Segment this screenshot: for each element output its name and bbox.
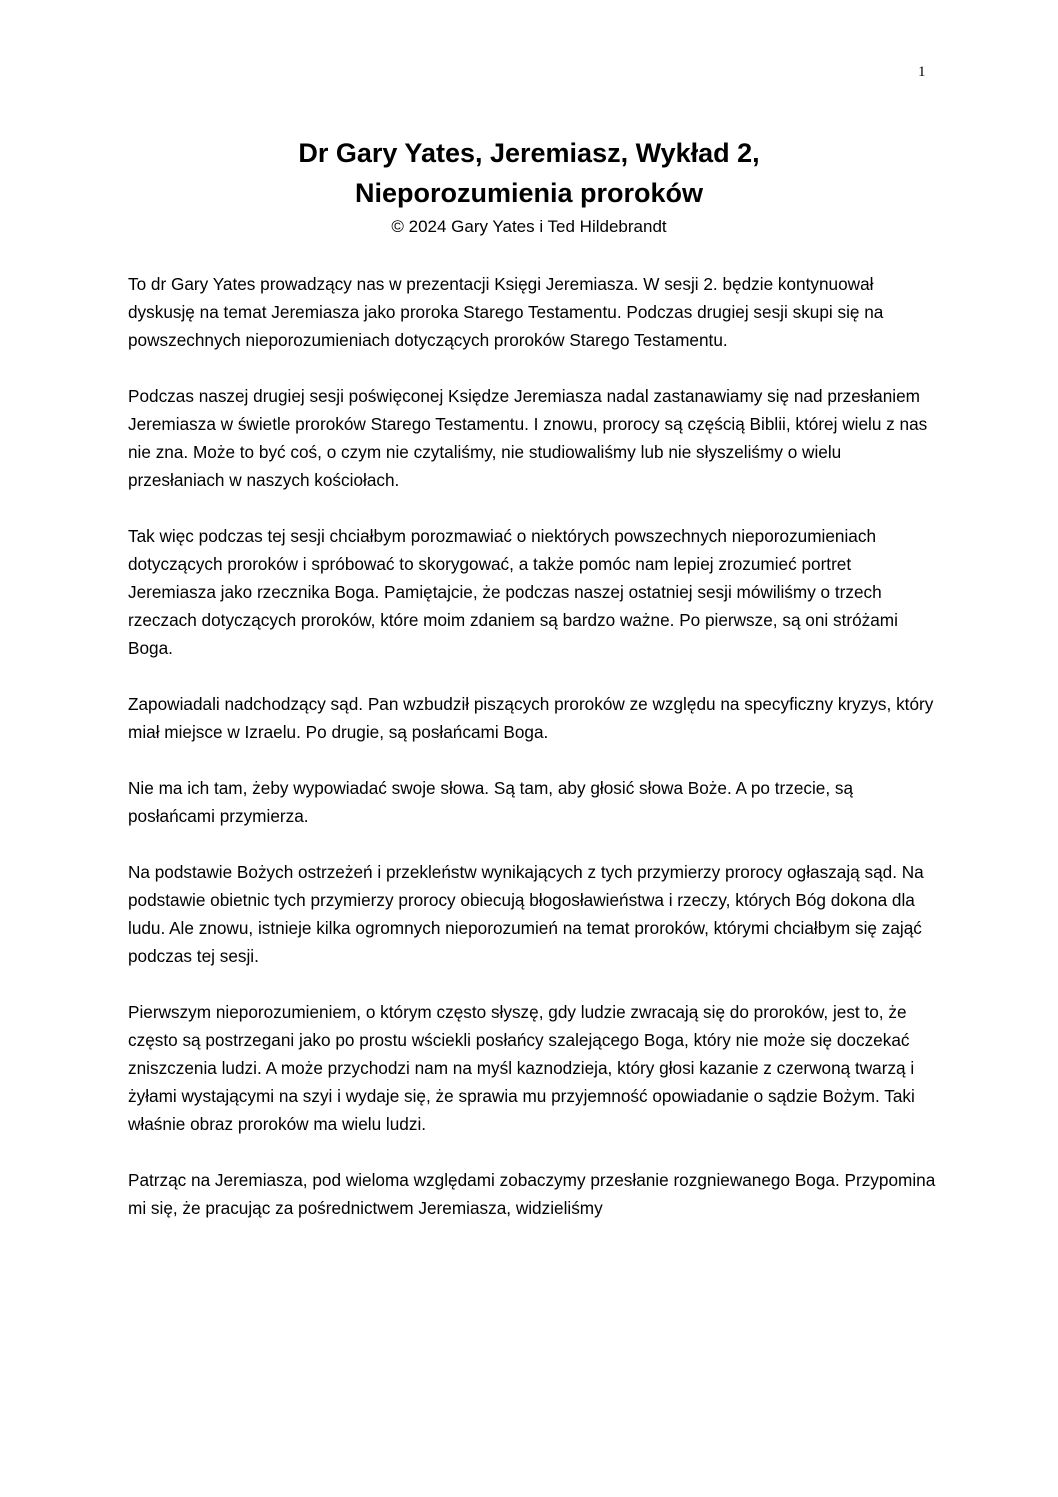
paragraph: To dr Gary Yates prowadzący nas w prezentacji Księgi Jeremiasza. W sesji 2. będzie kontynuował dyskusję na temat Jeremiasza jako proroka Starego Testamentu. Podczas drugiej sesji skupi się na powszechnych nieporozumieniach dotyczących proroków Starego Testamentu. [128,274,884,350]
document-title-line-2: Nieporozumienia proroków [354,178,704,208]
paragraph: Patrząc na Jeremiasza, pod wieloma względami zobaczymy przesłanie rozgniewanego Boga. Przypomina mi się, że pracując za pośrednictwem Jeremiasza, widzieliśmy [128,1170,936,1218]
page-number: 1 [918,64,926,80]
paragraph: Podczas naszej drugiej sesji poświęconej Księdze Jeremiasza nadal zastanawiamy się nad przesłaniem Jeremiasza w świetle proroków Starego Testamentu. I znowu, prorocy są częścią Biblii, której wielu z nas nie zna. Może to być coś, o czym nie czytaliśmy, nie studiowaliśmy lub nie słyszeliśmy o wielu przesłaniach w naszych kościołach. [128,386,928,490]
document-title-line-1: Dr Gary Yates, Jeremiasz, Wykład 2, [298,138,760,168]
paragraph: Pierwszym nieporozumieniem, o którym często słyszę, gdy ludzie zwracają się do proroków, jest to, że często są postrzegani jako po prostu wściekli posłańcy szalejącego Boga, który nie może się doczekać zniszczenia ludzi. A może przychodzi nam na myśl kaznodzieja, który głosi kazanie z czerwoną twarzą i żyłami wystającymi na szyi i wydaje się, że sprawia mu przyjemność opowiadanie o sądzie Bożym. Taki właśnie obraz proroków ma wielu ludzi. [128,1002,915,1134]
copyright-notice: © 2024 Gary Yates i Ted Hildebrandt [391,217,667,236]
paragraph: Tak więc podczas tej sesji chciałbym porozmawiać o niektórych powszechnych nieporozumieniach dotyczących proroków i spróbować to skorygować, a także pomóc nam lepiej zrozumieć portret Jeremiasza jako rzecznika Boga. Pamiętajcie, że podczas naszej ostatniej sesji mówiliśmy o trzech rzeczach dotyczących proroków, które moim zdaniem są bardzo ważne. Po pierwsze, są oni stróżami Boga. [128,526,898,658]
title-block [0,133,1058,239]
paragraph: Zapowiadali nadchodzący sąd. Pan wzbudził piszących proroków ze względu na specyficzny kryzys, który miał miejsce w Izraelu. Po drugie, są posłańcami Boga. [128,694,934,742]
paragraph: Nie ma ich tam, żeby wypowiadać swoje słowa. Są tam, aby głosić słowa Boże. A po trzecie, są posłańcami przymierza. [128,778,854,826]
document-body [128,270,940,1250]
paragraph: Na podstawie Bożych ostrzeżeń i przekleństw wynikających z tych przymierzy prorocy ogłaszają sąd. Na podstawie obietnic tych przymierzy prorocy obiecują błogosławieństwa i rzeczy, których Bóg dokona dla ludu. Ale znowu, istnieje kilka ogromnych nieporozumień na temat proroków, którymi chciałbym się zająć podczas tej sesji. [128,862,924,966]
